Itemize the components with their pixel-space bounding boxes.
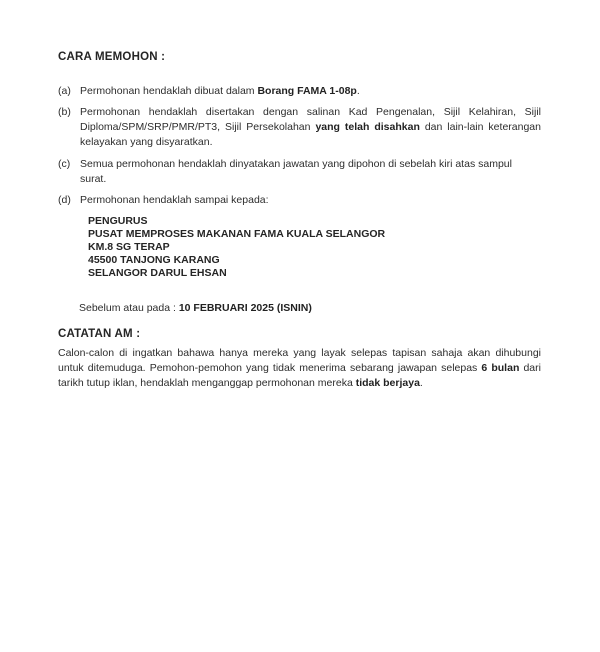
address-line-organisation: PUSAT MEMPROSES MAKANAN FAMA KUALA SELANGOR bbox=[88, 228, 386, 240]
list-item-text bbox=[80, 193, 541, 208]
list-item-b bbox=[58, 105, 541, 150]
list-item-text bbox=[80, 84, 541, 99]
note-part-1: Calon-calon di ingatkan bahawa hanya mereka yang layak selepas tapisan sahaja akan dihubungi untuk ditemuduga. Pemohon-pemohon yang tidak menerima sebarang jawapan selepas bbox=[58, 347, 541, 374]
note-part-2: dari tarikh tutup iklan, hendaklah menganggap permohonan mereka bbox=[58, 362, 541, 389]
item-a-text-bold: Borang FAMA 1-08p bbox=[257, 85, 357, 97]
address-line-postcode-city: 45500 TANJONG KARANG bbox=[88, 254, 220, 266]
list-marker: (c) bbox=[58, 158, 71, 170]
address-block bbox=[88, 215, 541, 280]
deadline-label: Sebelum atau pada : bbox=[79, 302, 179, 314]
deadline-date: 10 FEBRUARI 2025 (ISNIN) bbox=[178, 302, 312, 314]
item-c-text: Semua permohonan hendaklah dinyatakan jawatan yang dipohon di sebelah kiri atas sampul surat. bbox=[80, 158, 512, 185]
address-line-state: SELANGOR DARUL EHSAN bbox=[88, 267, 227, 279]
address-line-recipient: PENGURUS bbox=[88, 215, 148, 227]
note-bold-tidak-berjaya: tidak berjaya bbox=[355, 377, 420, 389]
note-paragraph bbox=[58, 346, 541, 391]
section-title-cara-memohon: CARA MEMOHON : bbox=[58, 51, 166, 63]
list-marker: (b) bbox=[58, 106, 71, 118]
deadline-line bbox=[79, 301, 541, 316]
item-d-text: Permohonan hendaklah sampai kepada: bbox=[80, 194, 269, 206]
list-item-c bbox=[58, 157, 541, 187]
note-bold-6-bulan: 6 bulan bbox=[481, 362, 520, 374]
item-b-text-bold: yang telah disahkan bbox=[315, 121, 420, 133]
address-line-street: KM.8 SG TERAP bbox=[88, 241, 170, 253]
list-item-text bbox=[80, 157, 541, 187]
note-part-3: . bbox=[419, 377, 423, 389]
list-item-text bbox=[80, 105, 541, 150]
list-marker: (a) bbox=[58, 85, 71, 97]
list-item-a bbox=[58, 84, 541, 99]
item-a-text-before: Permohonan hendaklah dibuat dalam bbox=[80, 85, 258, 97]
list-marker: (d) bbox=[58, 194, 71, 206]
list-item-d bbox=[58, 193, 541, 208]
section-title-catatan-am: CATATAN AM : bbox=[58, 328, 141, 340]
item-b-text-before: Permohonan hendaklah disertakan dengan salinan Kad Pengenalan, Sijil Kelahiran, Sijil Diploma/SPM/SRP/PMR/PT3, Sijil Persekolahan bbox=[80, 106, 541, 133]
item-a-text-after: . bbox=[356, 85, 360, 97]
item-b-text-after: dan lain-lain keterangan kelayakan yang disyaratkan. bbox=[80, 121, 541, 148]
